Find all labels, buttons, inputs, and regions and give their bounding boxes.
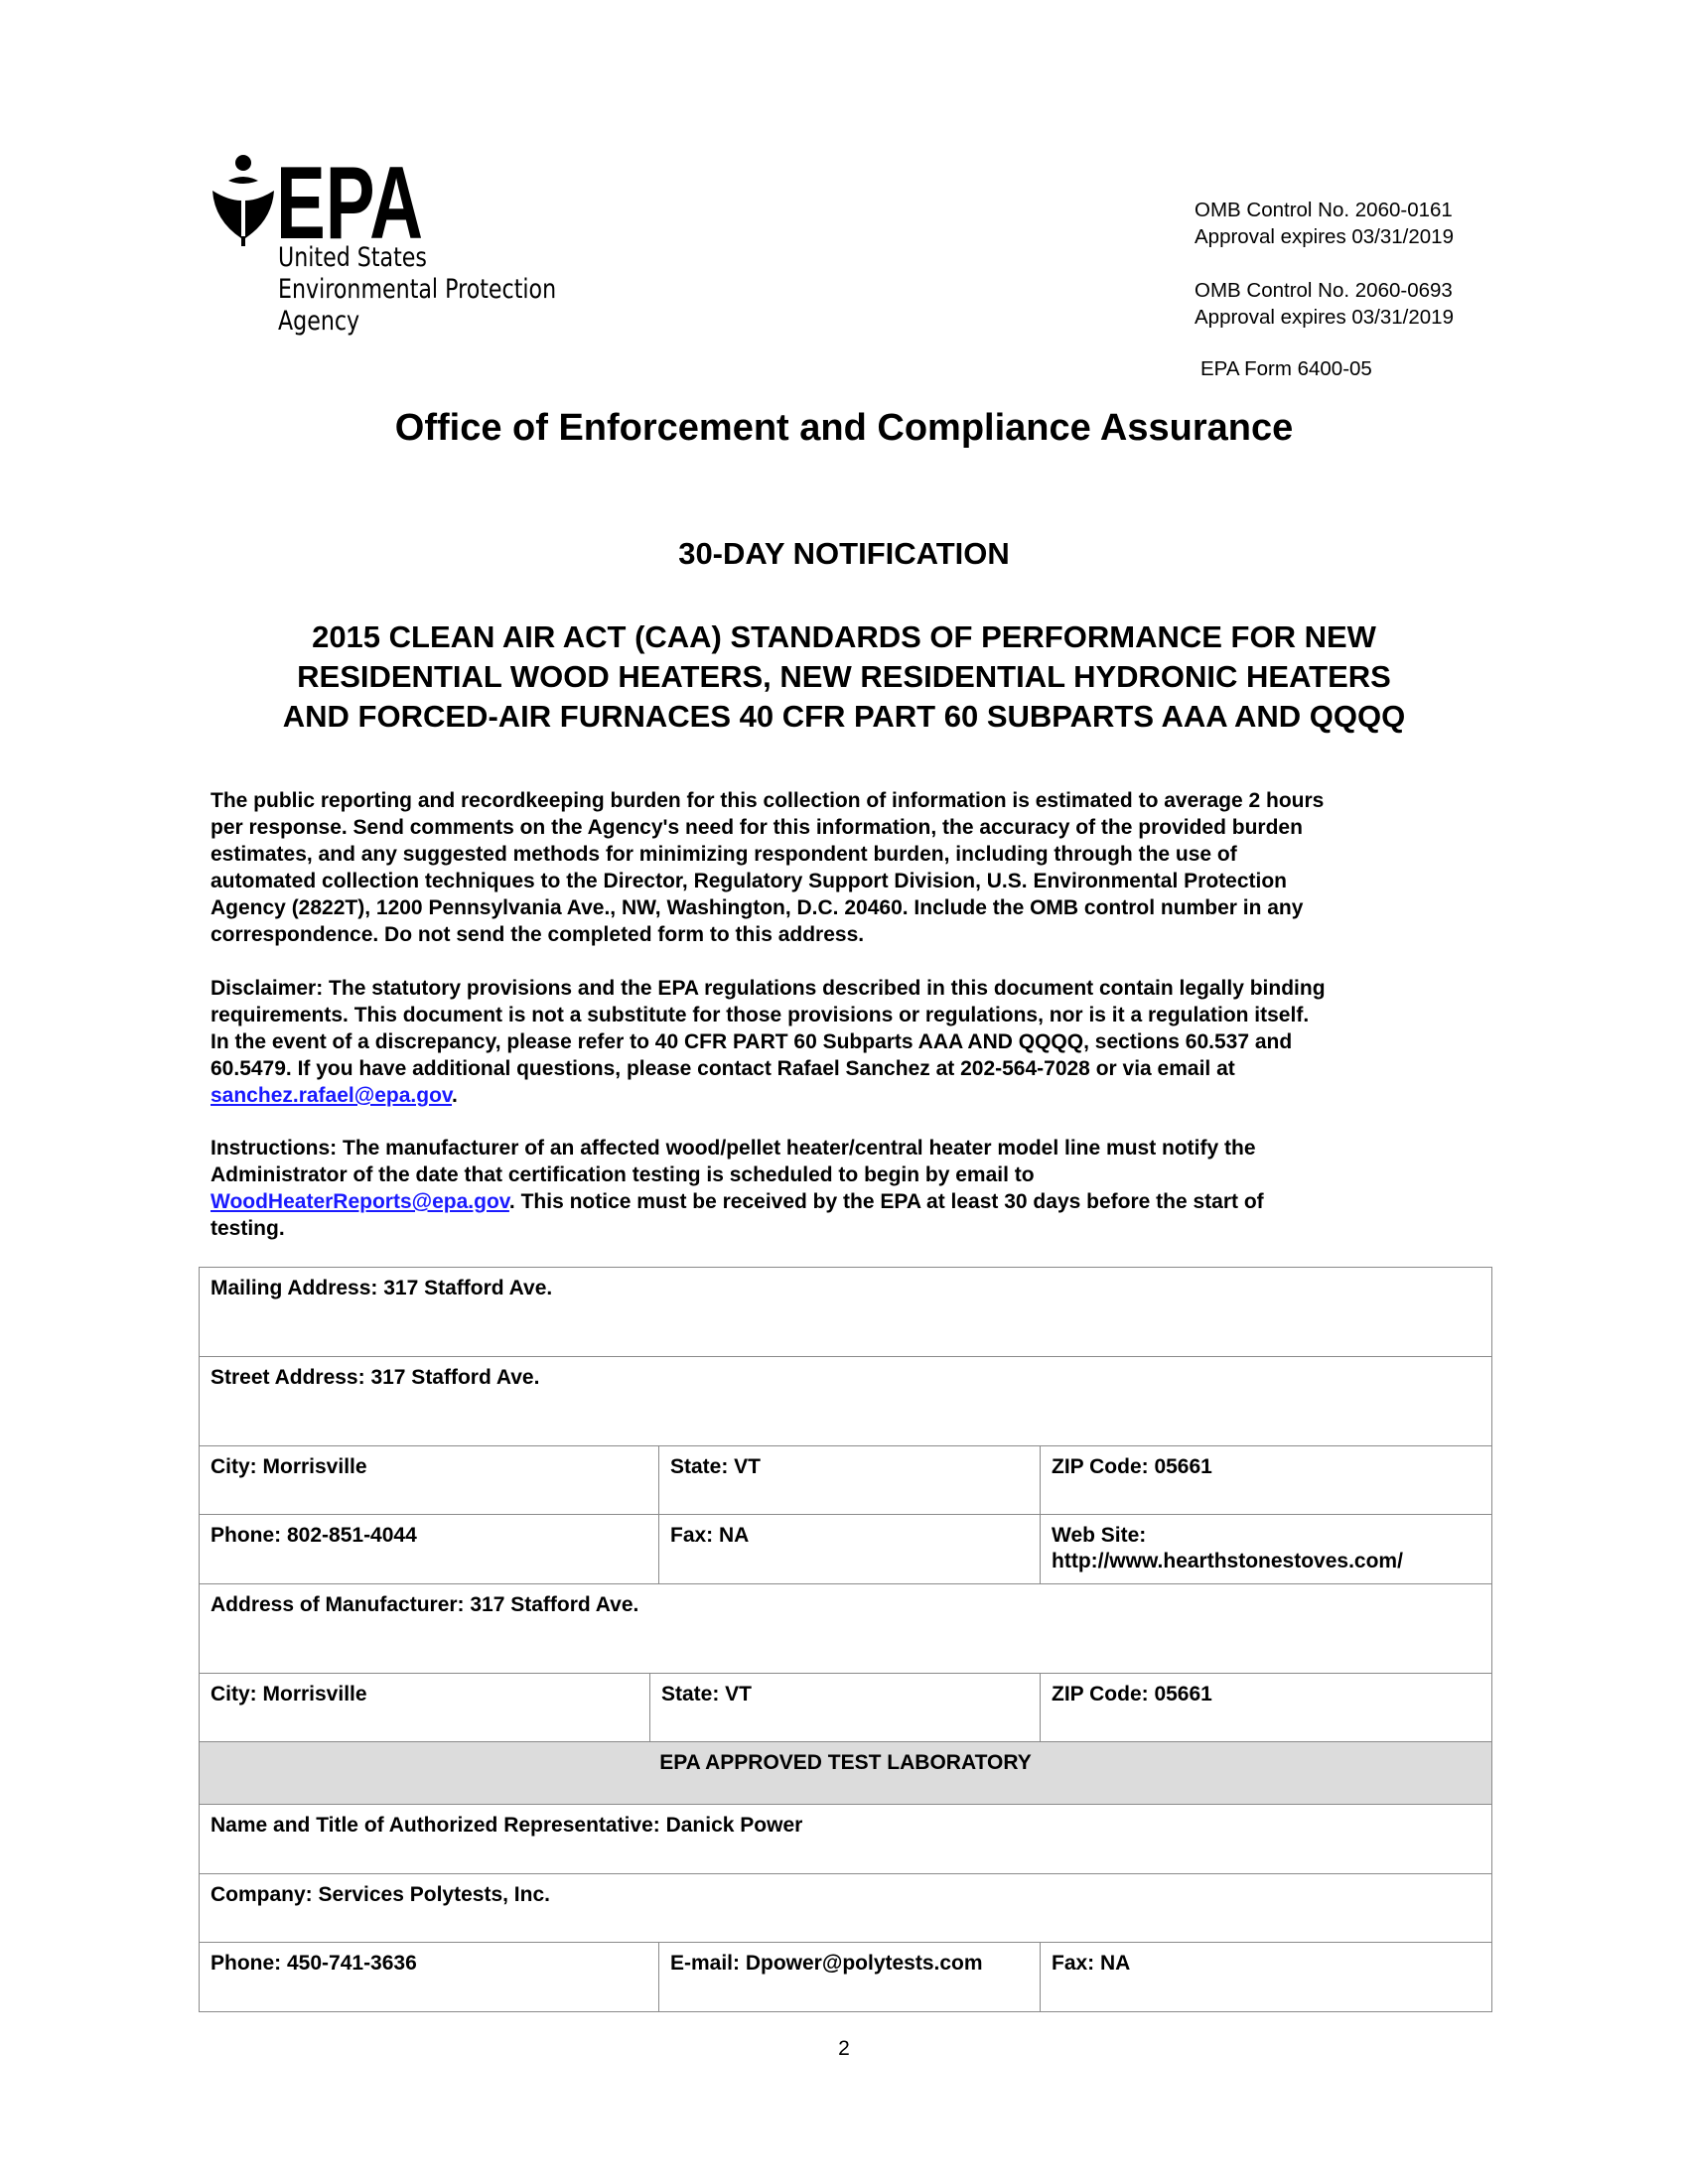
epa-wordmark: EPA	[276, 151, 423, 250]
instructions-tail: . This notice must be received by the EPA at least 30 days before the start of	[508, 1190, 1264, 1213]
manufacturer-form-table	[199, 1267, 1492, 2012]
instructions-line: Instructions: The manufacturer of an affected wood/pellet heater/central heater model line must notify the	[211, 1137, 1256, 1160]
omb-expiration: Approval expires 03/31/2019	[1195, 225, 1454, 248]
street-address-field[interactable]: Street Address: 317 Stafford Ave.	[200, 1357, 1492, 1446]
lab-fax-field[interactable]: Fax: NA	[1041, 1943, 1492, 2012]
disclaimer-line: requirements. This document is not a substitute for those provisions or regulations, nor is it a regulation itself.	[211, 1004, 1310, 1026]
lab-email-field[interactable]: E-mail: Dpower@polytests.com	[659, 1943, 1041, 2012]
burden-line: correspondence. Do not send the completed form to this address.	[211, 923, 865, 946]
agency-name	[278, 242, 556, 338]
wood-heater-reports-email-link[interactable]: WoodHeaterReports@epa.gov	[211, 1190, 509, 1213]
lab-rep-field[interactable]: Name and Title of Authorized Representative: Danick Power	[200, 1805, 1492, 1874]
lab-phone-field[interactable]: Phone: 450-741-3636	[200, 1943, 659, 2012]
manufacturer-address-field[interactable]: Address of Manufacturer: 317 Stafford Ave.	[200, 1584, 1492, 1674]
form-number: EPA Form 6400-05	[1200, 357, 1372, 380]
zip-field[interactable]: ZIP Code: 05661	[1041, 1446, 1492, 1515]
phone-field[interactable]: Phone: 802-851-4044	[200, 1515, 659, 1584]
standards-title-line: 2015 CLEAN AIR ACT (CAA) STANDARDS OF PERFORMANCE FOR NEW	[312, 619, 1376, 654]
agency-line: Environmental Protection	[278, 274, 557, 305]
instructions-line: Administrator of the date that certification testing is scheduled to begin by email to	[211, 1163, 1035, 1186]
omb-block	[1195, 277, 1454, 331]
lab-company-field[interactable]: Company: Services Polytests, Inc.	[200, 1874, 1492, 1943]
period: .	[452, 1084, 458, 1107]
office-title: Office of Enforcement and Compliance Assurance	[394, 407, 1294, 449]
standards-title-line: RESIDENTIAL WOOD HEATERS, NEW RESIDENTIAL HYDRONIC HEATERS	[297, 659, 1391, 694]
city-field[interactable]: City: Morrisville	[200, 1446, 659, 1515]
mailing-address-field[interactable]: Mailing Address: 317 Stafford Ave.	[200, 1268, 1492, 1357]
mfr-zip-field[interactable]: ZIP Code: 05661	[1041, 1674, 1492, 1742]
omb-info	[1195, 197, 1454, 382]
agency-line: United States	[278, 242, 427, 273]
burden-line: The public reporting and recordkeeping burden for this collection of information is estimated to average 2 hours	[211, 789, 1325, 812]
burden-line: per response. Send comments on the Agency's need for this information, the accuracy of the provided burden	[211, 816, 1303, 839]
disclaimer-line: Disclaimer: The statutory provisions and the EPA regulations described in this document contain legally binding	[211, 977, 1326, 1000]
burden-statement	[211, 787, 1501, 948]
state-field[interactable]: State: VT	[659, 1446, 1041, 1515]
disclaimer-line: In the event of a discrepancy, please refer to 40 CFR PART 60 Subparts AAA AND QQQQ, sections 60.537 and	[211, 1030, 1293, 1053]
website-value: http://www.hearthstonestoves.com/	[1052, 1550, 1403, 1572]
sanchez-email-link[interactable]: sanchez.rafael@epa.gov	[211, 1084, 453, 1107]
instructions-line: testing.	[211, 1217, 285, 1240]
agency-line: Agency	[278, 306, 360, 337]
notification-title: 30-DAY NOTIFICATION	[678, 536, 1010, 571]
standards-title	[0, 617, 1688, 737]
burden-line: Agency (2822T), 1200 Pennsylvania Ave., NW, Washington, D.C. 20460. Include the OMB control number in any	[211, 896, 1304, 919]
omb-block	[1195, 197, 1454, 250]
lab-section-header: EPA APPROVED TEST LABORATORY	[200, 1742, 1492, 1805]
page-number: 2	[838, 2037, 850, 2060]
disclaimer-line: 60.5479. If you have additional questions, please contact Rafael Sanchez at 202-564-7028 or via email at	[211, 1057, 1235, 1080]
epa-logo	[209, 151, 566, 349]
epa-flower-icon	[209, 151, 427, 250]
omb-expiration: Approval expires 03/31/2019	[1195, 306, 1454, 329]
omb-control-number: OMB Control No. 2060-0161	[1195, 199, 1453, 221]
instructions	[211, 1135, 1501, 1242]
fax-field[interactable]: Fax: NA	[659, 1515, 1041, 1584]
mfr-city-field[interactable]: City: Morrisville	[200, 1674, 650, 1742]
standards-title-line: AND FORCED-AIR FURNACES 40 CFR PART 60 SUBPARTS AAA AND QQQQ	[282, 699, 1406, 734]
burden-line: estimates, and any suggested methods for minimizing respondent burden, including through the use of	[211, 843, 1237, 866]
disclaimer	[211, 975, 1501, 1109]
mfr-state-field[interactable]: State: VT	[650, 1674, 1041, 1742]
omb-control-number: OMB Control No. 2060-0693	[1195, 279, 1453, 302]
website-label: Web Site:	[1052, 1524, 1147, 1547]
website-field[interactable]	[1041, 1515, 1492, 1584]
burden-line: automated collection techniques to the Director, Regulatory Support Division, U.S. Environmental Protection	[211, 870, 1287, 892]
